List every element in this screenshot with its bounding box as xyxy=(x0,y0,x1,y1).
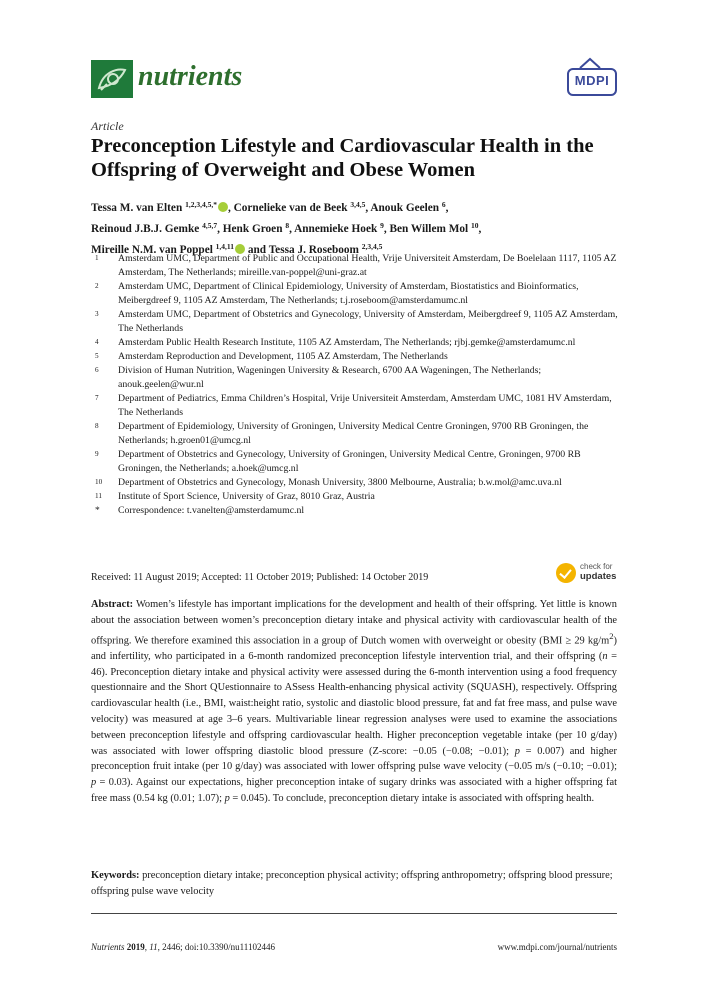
affiliation-number: 1 xyxy=(95,254,99,262)
author-name: Reinoud J.B.J. Gemke xyxy=(91,223,203,235)
paper-title: Preconception Lifestyle and Cardiovascular Health in the Offspring of Overweight and Obese Women xyxy=(91,135,594,181)
check-label-line1: check for xyxy=(580,562,613,571)
abstract-text-5: = 0.03). Against our expectations, higher preconception intake of sugary drinks was associated with a higher offspring fat free mass (0.54 kg (0.01; 1.07); xyxy=(91,777,617,805)
author-affiliation-sup: 1,4,11 xyxy=(215,242,235,251)
abstract-var-p1: p xyxy=(514,745,520,757)
check-label-line2: updates xyxy=(580,571,617,582)
journal-logo-icon xyxy=(91,60,133,98)
affiliation-text: Amsterdam Public Health Research Institute, 1105 AZ Amsterdam, The Netherlands; rjbj.gemke@amsterdamumc.nl xyxy=(118,337,576,348)
author-separator: , xyxy=(227,202,234,214)
keywords-text: preconception dietary intake; preconception physical activity; offspring anthropometry; offspring blood pressure; offspring pulse wave velocity xyxy=(91,870,613,897)
author-name: Mireille N.M. van Poppel xyxy=(91,244,216,256)
abstract-sup: 2 xyxy=(609,630,614,641)
author-affiliation-sup: 4,5,7 xyxy=(202,221,218,230)
journal-name: nutrients xyxy=(138,61,243,92)
affiliation-number: 2 xyxy=(95,282,99,290)
affiliation-item xyxy=(91,420,621,448)
author-affiliation-sup: 9 xyxy=(380,221,384,230)
keywords xyxy=(91,868,617,900)
affiliation-item xyxy=(91,308,621,336)
abstract-text-3: = 46). Preconception dietary intake and physical activity were assessed during the 6-month intervention using a food frequency questionnaire and the Short QUestionnaire to ASsess Health-enhancing physical activity (SQUASH), respectively. Offspring cardiovascular health (i.e., BMI, waist:height ratio, systolic and diastolic blood pressure, fat and fat free mass, and pulse wave velocity) was measured at age 3–6 years. Multivariable linear regression analyses were used to examine the associations between preconception lifestyle and offspring cardiovascular health. Higher preconception vegetable intake (per 10 g/day) was associated with lower offspring diastolic blood pressure (Z-score: −0.05 (−0.08; −0.01); xyxy=(91,650,617,757)
affiliation-text: Department of Pediatrics, Emma Children’s Hospital, Vrije Universiteit Amsterdam, Amsterdam UMC, 1081 HV Amsterdam, The Netherlands xyxy=(118,393,612,418)
author-separator: , xyxy=(365,202,371,214)
affiliation-text: Department of Epidemiology, University of Groningen, University Medical Centre Groningen, 9700 RB Groningen, the Netherlands; h.groen01@umcg.nl xyxy=(118,421,589,446)
affiliation-list xyxy=(91,252,621,518)
affiliation-item xyxy=(91,476,621,490)
author-separator: , xyxy=(445,202,449,214)
author-name: Tessa J. Roseboom xyxy=(268,244,362,256)
article-type: Article xyxy=(91,119,124,133)
author-list xyxy=(91,196,626,259)
author-affiliation-sup: 10 xyxy=(470,221,479,230)
affiliation-text: Amsterdam UMC, Department of Obstetrics and Gynecology, University of Amsterdam, Meibergdreef 9, 1105 AZ Amsterdam, The Netherlands xyxy=(118,309,618,334)
affiliation-item xyxy=(91,252,621,280)
abstract-text-4: = 0.007) and higher preconception fruit intake (per 10 g/day) was associated with lower offspring pulse wave velocity (−0.05 m/s (−0.10; −0.01); xyxy=(91,745,617,773)
abstract-text-6: = 0.045). To conclude, preconception dietary intake is associated with offspring health. xyxy=(229,793,595,805)
affiliation-text: Institute of Sport Science, University of Graz, 8010 Graz, Austria xyxy=(118,491,375,502)
author-separator: and xyxy=(245,244,269,256)
footer-doi: , 2446; doi:10.3390/nu11102446 xyxy=(157,942,275,952)
affiliation-number: 7 xyxy=(95,394,99,402)
footer-sep: , xyxy=(144,942,150,952)
keywords-label: Keywords: xyxy=(91,870,140,881)
abstract xyxy=(91,597,617,807)
author-name: Annemieke Hoek xyxy=(294,223,381,235)
author-affiliation-sup: 2,3,4,5 xyxy=(361,242,383,251)
abstract-var-p3: p xyxy=(224,793,230,805)
author-separator: , xyxy=(289,223,295,235)
abstract-label: Abstract: xyxy=(91,599,134,610)
abstract-var-n: n xyxy=(602,650,608,662)
affiliation-item xyxy=(91,490,621,504)
author-affiliation-sup: 6 xyxy=(441,200,446,209)
affiliation-text: Amsterdam UMC, Department of Public and Occupational Health, Vrije Universiteit Amsterdam, De Boelelaan 1117, 1105 AZ Amsterdam, The Netherlands; mireille.van-poppel@uni-graz.at xyxy=(118,253,617,278)
orcid-icon[interactable] xyxy=(218,202,228,212)
affiliation-number: 5 xyxy=(95,352,99,360)
affiliation-number: 6 xyxy=(95,366,99,374)
citation-footer xyxy=(91,942,275,952)
author-name: Cornelieke van de Beek xyxy=(233,202,351,214)
journal-url-link[interactable]: www.mdpi.com/journal/nutrients xyxy=(497,942,617,952)
affiliation-text: Amsterdam Reproduction and Development, 1105 AZ Amsterdam, The Netherlands xyxy=(118,351,448,362)
author-name: Ben Willem Mol xyxy=(389,223,471,235)
check-for-updates-badge[interactable] xyxy=(556,562,618,586)
affiliation-item xyxy=(91,364,621,392)
author-affiliation-sup: 8 xyxy=(285,221,290,230)
affiliation-item xyxy=(91,392,621,420)
abstract-var-p2: p xyxy=(91,777,97,789)
publication-dates: Received: 11 August 2019; Accepted: 11 October 2019; Published: 14 October 2019 xyxy=(91,572,429,583)
footer-divider xyxy=(91,913,617,914)
affiliation-text: Department of Obstetrics and Gynecology, University of Groningen, University Medical Centre, Groningen, 9700 RB Groningen, the Netherlands; a.hoek@umcg.nl xyxy=(118,449,581,474)
affiliation-number: 4 xyxy=(95,338,99,346)
affiliation-item xyxy=(91,350,621,364)
check-icon xyxy=(556,563,576,583)
footer-volume: 11 xyxy=(149,942,158,952)
author-affiliation-sup: 1,2,3,4,5,* xyxy=(185,200,217,209)
affiliation-text: Amsterdam UMC, Department of Clinical Epidemiology, University of Amsterdam, Biostatistics and Bioinformatics, Meibergdreef 9, 1105 AZ Amsterdam, The Netherlands; t.j.roseboom@amsterdamumc.nl xyxy=(118,281,579,306)
footer-year: 2019 xyxy=(126,942,145,952)
author-name: Anouk Geelen xyxy=(370,202,442,214)
affiliation-text: Correspondence: t.vanelten@amsterdamumc.nl xyxy=(118,505,305,516)
author-separator: , xyxy=(217,223,223,235)
author-name: Henk Groen xyxy=(222,223,286,235)
affiliation-number: 9 xyxy=(95,450,99,458)
affiliation-text: Division of Human Nutrition, Wageningen University & Research, 6700 AA Wageningen, The Netherlands; anouk.geelen@wur.nl xyxy=(118,365,542,390)
affiliation-number: 3 xyxy=(95,310,99,318)
affiliation-number: * xyxy=(95,506,100,516)
author-affiliation-sup: 3,4,5 xyxy=(350,200,366,209)
affiliation-number: 10 xyxy=(95,478,103,486)
author-separator: , xyxy=(383,223,390,235)
affiliation-number: 11 xyxy=(95,492,102,500)
author-separator: , xyxy=(478,223,482,235)
abstract-text-1: Women’s lifestyle has important implications for the development and health of their offspring. Yet little is known about the association between women’s preconception dietary intake and physical activity with cardiovascular health of the offspring. We therefore examined this association in a group of Dutch women with overweight or obesity (BMI ≥ 29 kg/m xyxy=(91,599,617,647)
author-name: Tessa M. van Elten xyxy=(91,202,186,214)
publisher-name: MDPI xyxy=(574,73,610,88)
abstract-text-2: ) and infertility, who participated in a 6-month randomized preconception lifestyle intervention trial, and their offspring ( xyxy=(91,635,617,662)
publisher-logo xyxy=(567,68,617,96)
affiliation-text: Department of Obstetrics and Gynecology, Monash University, 3800 Melbourne, Australia; b.w.mol@amc.uva.nl xyxy=(118,477,562,488)
affiliation-item xyxy=(91,448,621,476)
affiliation-item xyxy=(91,336,621,350)
affiliation-item xyxy=(91,280,621,308)
affiliation-number: 8 xyxy=(95,422,99,430)
footer-journal: Nutrients xyxy=(91,942,125,952)
affiliation-item xyxy=(91,504,621,518)
